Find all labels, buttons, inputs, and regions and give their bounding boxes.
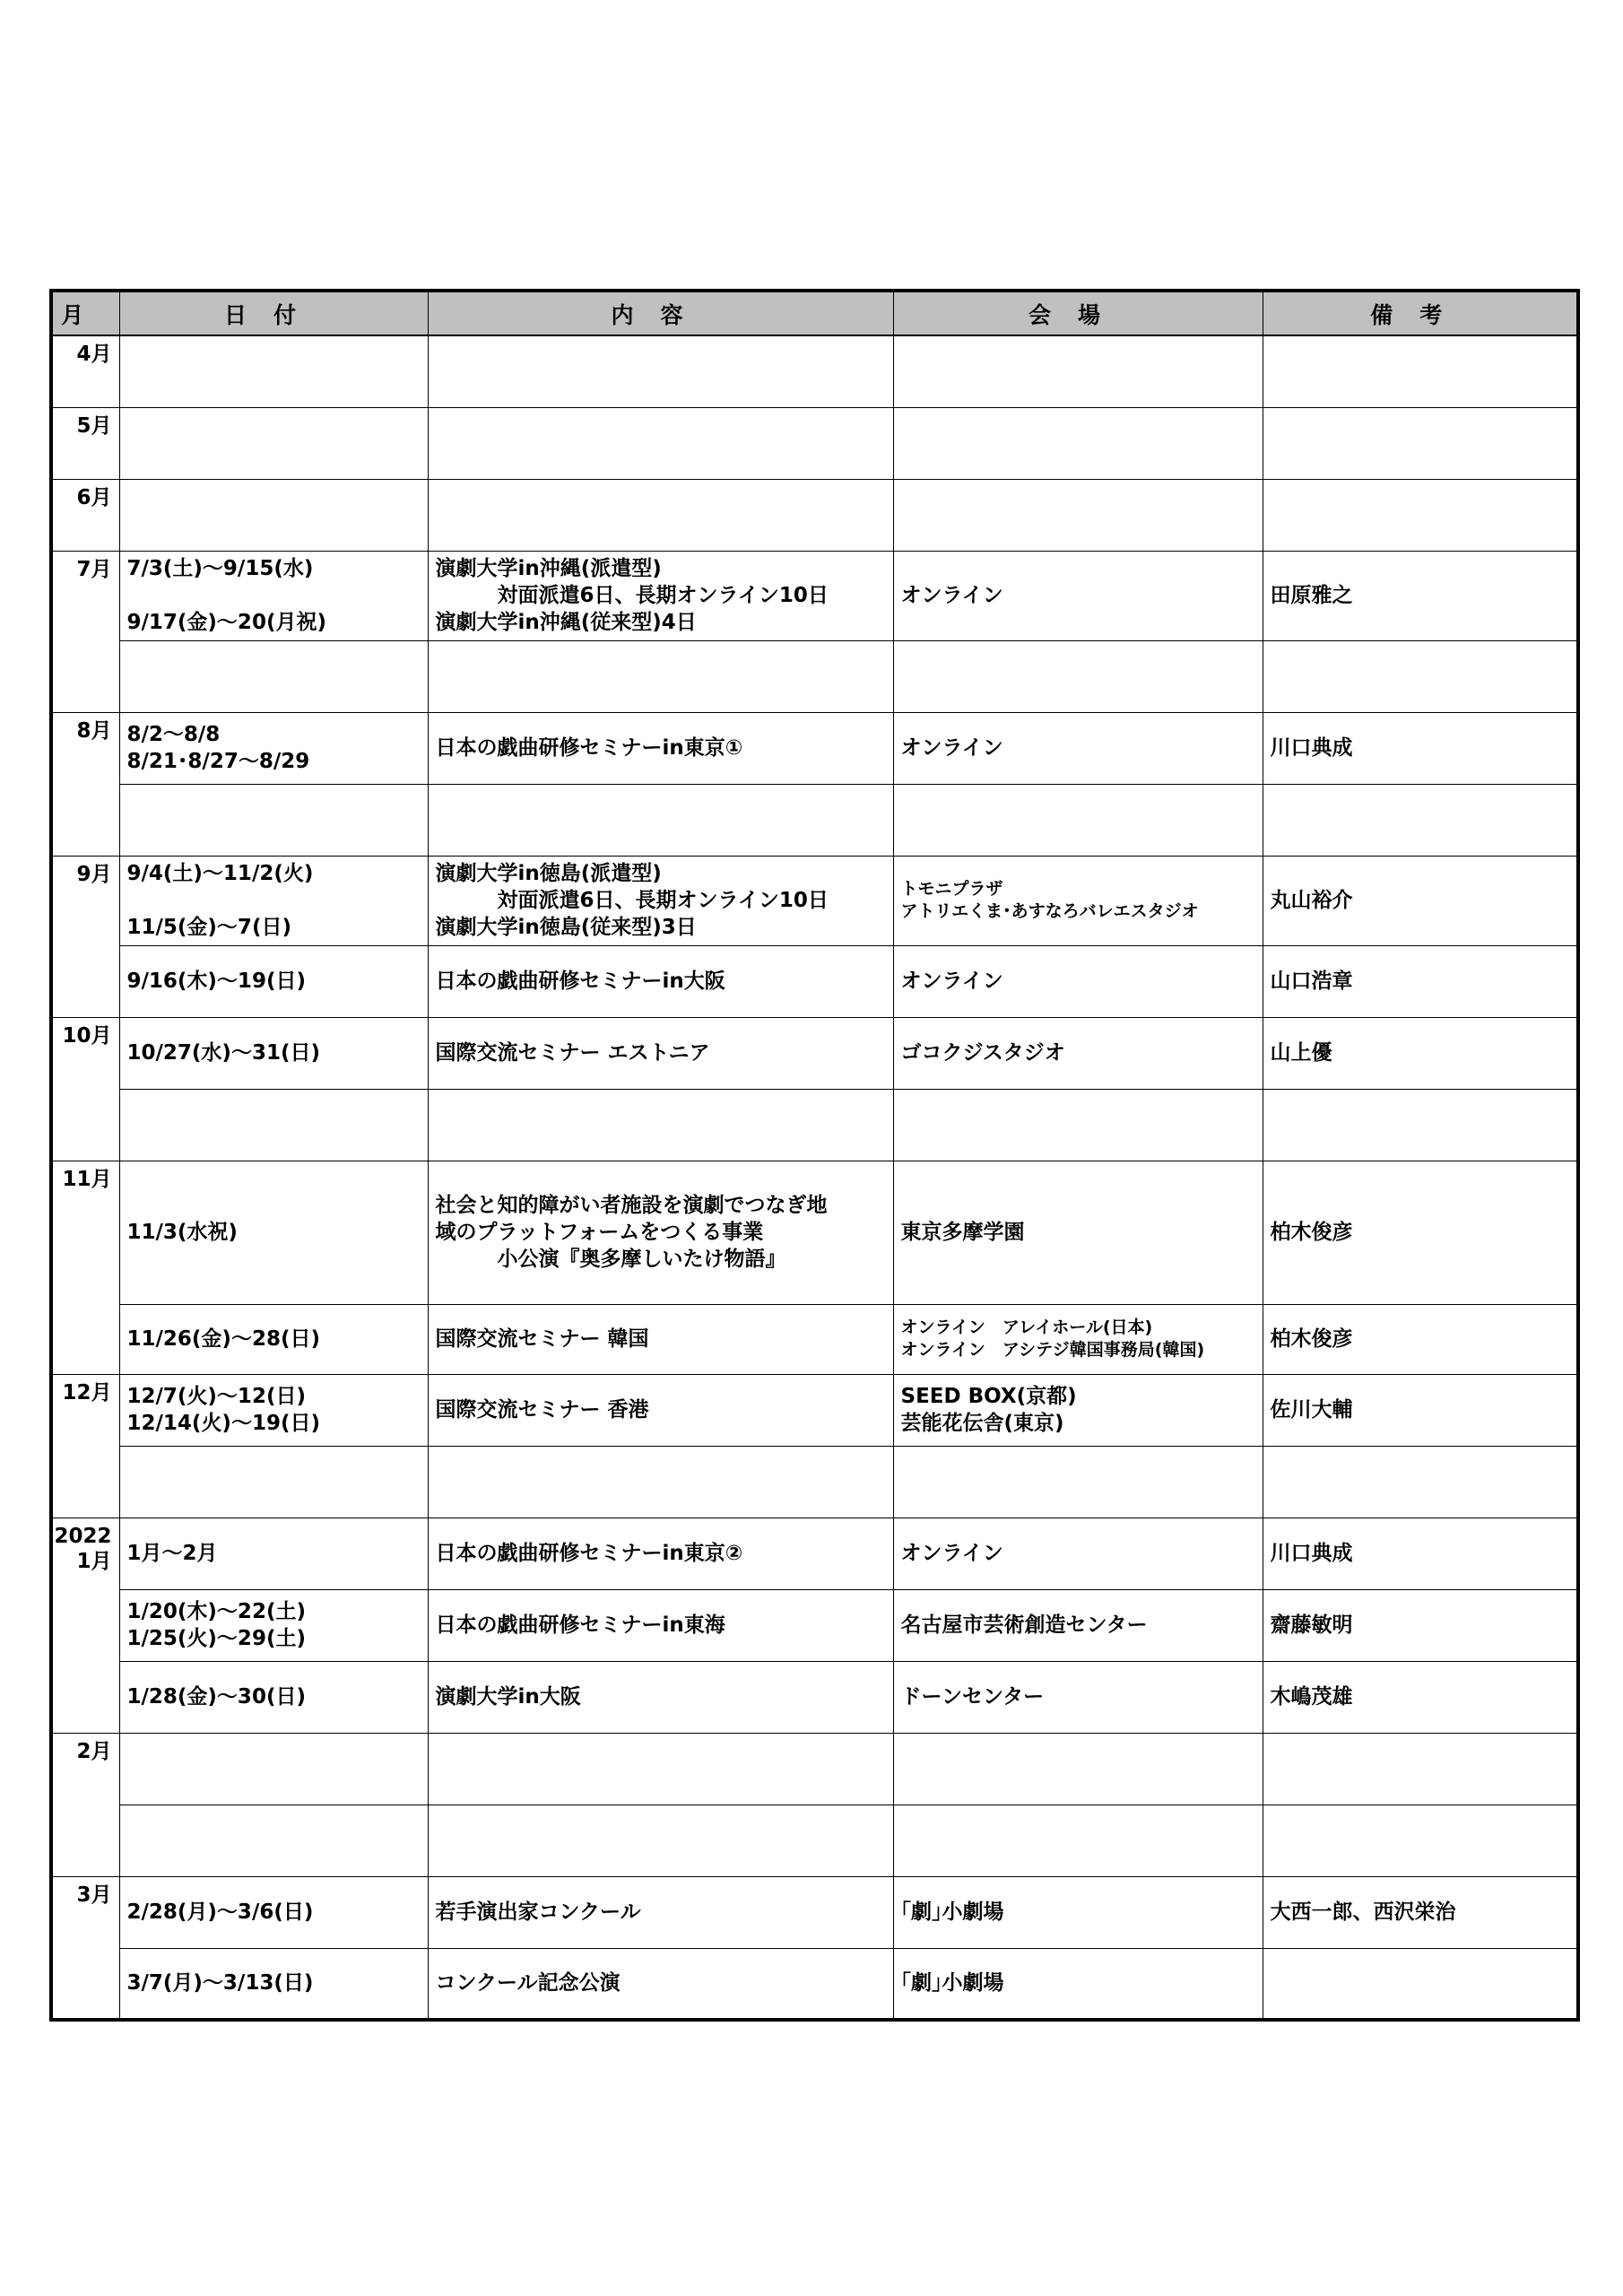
date-cell — [119, 1446, 428, 1518]
table-row — [51, 335, 1578, 407]
notes-cell: 川口典成 — [1263, 712, 1578, 784]
date-cell: 1/20(木)～22(土) 1/25(火)～29(土) — [119, 1589, 428, 1661]
venue-cell: オンライン アレイホール(日本) オンライン アシテジ韓国事務局(韓国) — [893, 1304, 1263, 1374]
date-cell — [119, 479, 428, 551]
month-cell: 8月 — [51, 712, 119, 856]
table-row — [51, 551, 1578, 640]
content-cell: 演劇大学in大阪 — [428, 1661, 893, 1733]
content-cell: 国際交流セミナー エストニア — [428, 1017, 893, 1089]
notes-cell: 田原雅之 — [1263, 551, 1578, 640]
venue-cell — [893, 640, 1263, 712]
header-month: 月 — [51, 291, 119, 335]
table-row — [51, 1518, 1578, 1589]
table-row — [51, 1017, 1578, 1089]
table-row — [51, 1161, 1578, 1304]
content-cell: 日本の戯曲研修セミナーin東京① — [428, 712, 893, 784]
table-row — [51, 640, 1578, 712]
venue-cell: オンライン — [893, 712, 1263, 784]
date-cell — [119, 335, 428, 407]
month-cell: 3月 — [51, 1876, 119, 2020]
venue-cell: ｢劇｣小劇場 — [893, 1948, 1263, 2020]
month-cell: 11月 — [51, 1161, 119, 1374]
venue-cell — [893, 1733, 1263, 1805]
venue-cell — [893, 1089, 1263, 1161]
venue-cell — [893, 784, 1263, 856]
date-cell: 11/3(水祝) — [119, 1161, 428, 1304]
month-cell: 12月 — [51, 1374, 119, 1518]
date-cell — [119, 407, 428, 479]
date-cell: 9/4(土)～11/2(火) 11/5(金)～7(日) — [119, 856, 428, 945]
notes-cell — [1263, 1948, 1578, 2020]
date-cell: 1/28(金)～30(日) — [119, 1661, 428, 1733]
content-cell — [428, 1733, 893, 1805]
content-cell: 若手演出家コンクール — [428, 1876, 893, 1948]
month-cell: 2022 1月 — [51, 1518, 119, 1733]
venue-cell: ｢劇｣小劇場 — [893, 1876, 1263, 1948]
content-cell: 日本の戯曲研修セミナーin大阪 — [428, 945, 893, 1017]
venue-cell — [893, 1446, 1263, 1518]
notes-cell — [1263, 640, 1578, 712]
date-cell: 2/28(月)～3/6(日) — [119, 1876, 428, 1948]
content-cell — [428, 407, 893, 479]
table-row — [51, 479, 1578, 551]
date-cell — [119, 1733, 428, 1805]
date-cell — [119, 1089, 428, 1161]
notes-cell: 山上優 — [1263, 1017, 1578, 1089]
month-cell: 4月 — [51, 335, 119, 407]
notes-cell: 大西一郎、西沢栄治 — [1263, 1876, 1578, 1948]
content-cell — [428, 640, 893, 712]
header-content: 内容 — [428, 291, 893, 335]
content-cell: 国際交流セミナー 韓国 — [428, 1304, 893, 1374]
header-date: 日付 — [119, 291, 428, 335]
notes-cell: 柏木俊彦 — [1263, 1304, 1578, 1374]
venue-cell: オンライン — [893, 945, 1263, 1017]
notes-cell — [1263, 479, 1578, 551]
venue-cell: 東京多摩学園 — [893, 1161, 1263, 1304]
notes-cell — [1263, 1446, 1578, 1518]
table-row — [51, 1733, 1578, 1805]
table-row — [51, 1805, 1578, 1876]
venue-cell — [893, 1805, 1263, 1876]
date-cell: 3/7(月)～3/13(日) — [119, 1948, 428, 2020]
notes-cell — [1263, 335, 1578, 407]
content-cell: コンクール記念公演 — [428, 1948, 893, 2020]
notes-cell: 齋藤敏明 — [1263, 1589, 1578, 1661]
notes-cell — [1263, 1089, 1578, 1161]
venue-cell — [893, 479, 1263, 551]
table-row — [51, 1304, 1578, 1374]
table-row — [51, 1876, 1578, 1948]
month-cell: 6月 — [51, 479, 119, 551]
date-cell: 8/2～8/8 8/21･8/27～8/29 — [119, 712, 428, 784]
content-cell — [428, 479, 893, 551]
notes-cell — [1263, 1733, 1578, 1805]
header-venue: 会場 — [893, 291, 1263, 335]
notes-cell: 柏木俊彦 — [1263, 1161, 1578, 1304]
table-row — [51, 1661, 1578, 1733]
venue-cell — [893, 335, 1263, 407]
date-cell — [119, 784, 428, 856]
venue-cell: オンライン — [893, 1518, 1263, 1589]
table-row — [51, 784, 1578, 856]
month-cell: 2月 — [51, 1733, 119, 1876]
notes-cell: 佐川大輔 — [1263, 1374, 1578, 1446]
table-row — [51, 1446, 1578, 1518]
month-cell: 10月 — [51, 1017, 119, 1161]
table-row — [51, 856, 1578, 945]
content-cell: 日本の戯曲研修セミナーin東海 — [428, 1589, 893, 1661]
content-cell — [428, 1089, 893, 1161]
table-row — [51, 1948, 1578, 2020]
venue-cell: 名古屋市芸術創造センター — [893, 1589, 1263, 1661]
venue-cell: SEED BOX(京都) 芸能花伝舎(東京) — [893, 1374, 1263, 1446]
date-cell — [119, 640, 428, 712]
venue-cell: トモニプラザ アトリエくま･あすなろバレエスタジオ — [893, 856, 1263, 945]
notes-cell: 木嶋茂雄 — [1263, 1661, 1578, 1733]
table-row — [51, 1089, 1578, 1161]
content-cell: 社会と知的障がい者施設を演劇でつなぎ地 域のプラットフォームをつくる事業 小公演『奥多摩しいたけ物語』 — [428, 1161, 893, 1304]
month-cell: 5月 — [51, 407, 119, 479]
content-cell: 日本の戯曲研修セミナーin東京② — [428, 1518, 893, 1589]
content-cell — [428, 1446, 893, 1518]
notes-cell — [1263, 407, 1578, 479]
venue-cell — [893, 407, 1263, 479]
content-cell — [428, 335, 893, 407]
table-row — [51, 1589, 1578, 1661]
notes-cell: 川口典成 — [1263, 1518, 1578, 1589]
header-notes: 備考 — [1263, 291, 1578, 335]
content-cell — [428, 784, 893, 856]
notes-cell: 山口浩章 — [1263, 945, 1578, 1017]
notes-cell: 丸山裕介 — [1263, 856, 1578, 945]
table-body — [51, 335, 1578, 2020]
date-cell — [119, 1805, 428, 1876]
header-row — [51, 291, 1578, 335]
notes-cell — [1263, 1805, 1578, 1876]
content-cell: 国際交流セミナー 香港 — [428, 1374, 893, 1446]
table-row — [51, 407, 1578, 479]
notes-cell — [1263, 784, 1578, 856]
table-header — [51, 291, 1578, 335]
content-cell: 演劇大学in沖縄(派遣型) 対面派遣6日、長期オンライン10日 演劇大学in沖縄(従来型)4日 — [428, 551, 893, 640]
venue-cell: オンライン — [893, 551, 1263, 640]
date-cell: 1月～2月 — [119, 1518, 428, 1589]
table-row — [51, 1374, 1578, 1446]
date-cell: 10/27(水)～31(日) — [119, 1017, 428, 1089]
table-row — [51, 712, 1578, 784]
month-cell: 7月 — [51, 551, 119, 712]
schedule-table — [49, 289, 1580, 2022]
table-row — [51, 945, 1578, 1017]
venue-cell: ドーンセンター — [893, 1661, 1263, 1733]
month-cell: 9月 — [51, 856, 119, 1017]
content-cell — [428, 1805, 893, 1876]
date-cell: 11/26(金)～28(日) — [119, 1304, 428, 1374]
content-cell: 演劇大学in徳島(派遣型) 対面派遣6日、長期オンライン10日 演劇大学in徳島(従来型)3日 — [428, 856, 893, 945]
date-cell: 12/7(火)～12(日) 12/14(火)～19(日) — [119, 1374, 428, 1446]
date-cell: 7/3(土)～9/15(水) 9/17(金)～20(月祝) — [119, 551, 428, 640]
venue-cell: ゴコクジスタジオ — [893, 1017, 1263, 1089]
date-cell: 9/16(木)～19(日) — [119, 945, 428, 1017]
